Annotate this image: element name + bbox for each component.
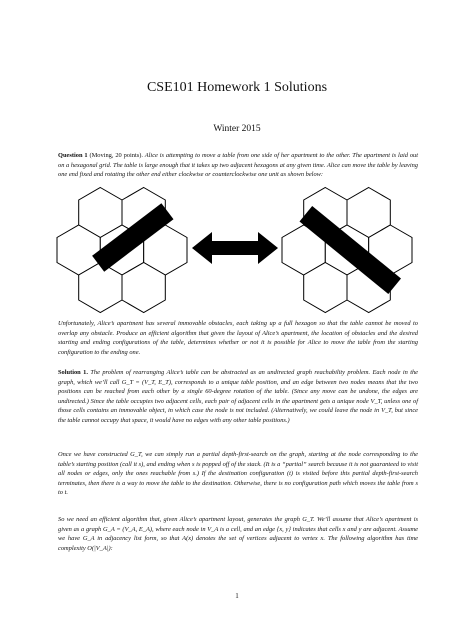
graph-construction-paragraph: So we need an efficient algorithm that, given Alice’s apartment layout, generates the graph G_T. We’ll assume that Alice’s apartment is given as a graph G_A = (V_A, E_A), where each node in V_A is a cell, and an edge {x, y} indicates that cells x and y are adjacent. Assume we have G_A in adjacency list form, so that A(x) denotes the set of vertices adjacent to vertex x. The following algorithm has time complexity O(|V_A|): — [58, 516, 418, 552]
double-arrow-icon — [192, 232, 278, 264]
solution-text: The problem of rearranging Alice’s table can be abstracted as an undirected graph reachability problem. Each node in the graph, which we’ll call G_T = (V_T, E_T), corresponds to a unique table position, and an edge between two nodes means that the two positions can be reached from each other by a single 60-degree rotation of the table. (Since any move can be undone, the edges are undirected.) Since the table occupies two adjacent cells, each pair of adjacent cells in the apartment gets a unique node V_T, unless one of those cells contains an immovable object, in which case the node is not included. (Alternatively, we could leave the node in V_T, but since the table cannot occupy that space, it would have no edges with any other table positions.) — [58, 369, 418, 424]
question-meta: (Moving, 20 points). — [89, 152, 143, 159]
solution-label: Solution 1. — [58, 369, 88, 376]
hex-rotation-figure — [0, 180, 474, 315]
question-label: Question 1 — [58, 152, 88, 159]
obstacle-paragraph: Unfortunately, Alice’s apartment has several immovable obstacles, each taking up a full hexagon so that the table cannot be moved to overlap any obstacle. Produce an efficient algorithm that given the layout of Alice’s apartment, the location of obstacles and the desired starting and ending configurations of the table, determines whether or not it is possible for Alice to move the table from the starting configuration to the ending one. — [58, 320, 418, 356]
page-date: Winter 2015 — [213, 124, 261, 134]
question-paragraph — [58, 151, 418, 180]
dfs-paragraph: Once we have constructed G_T, we can simply run a partial depth-first-search on the graph, starting at the node corresponding to the table’s starting position (call it s), and ending when s is popped off of the stack. (It is a “partial” search because it is not guaranteed to visit all nodes or edges, only the ones reachable from s.) If the destination configuration (t) is visited before this partial depth-first-search terminates, then there is a way to move the table to the destination. Otherwise, there is no configuration path which moves the table from s to t. — [58, 451, 418, 497]
question-text: Alice is attempting to move a table from one side of her apartment to the other. The apartment is laid out on a hexagonal grid. The table is large enough that it takes up two adjacent hexagons at any given time. Alice can move the table by leaving one end fixed and rotating the other end either clockwise or counterclockwise one unit as shown below: — [58, 152, 419, 179]
page-title: CSE101 Homework 1 Solutions — [146, 80, 328, 95]
page-number: 1 — [235, 592, 239, 600]
solution-paragraph — [58, 368, 418, 426]
